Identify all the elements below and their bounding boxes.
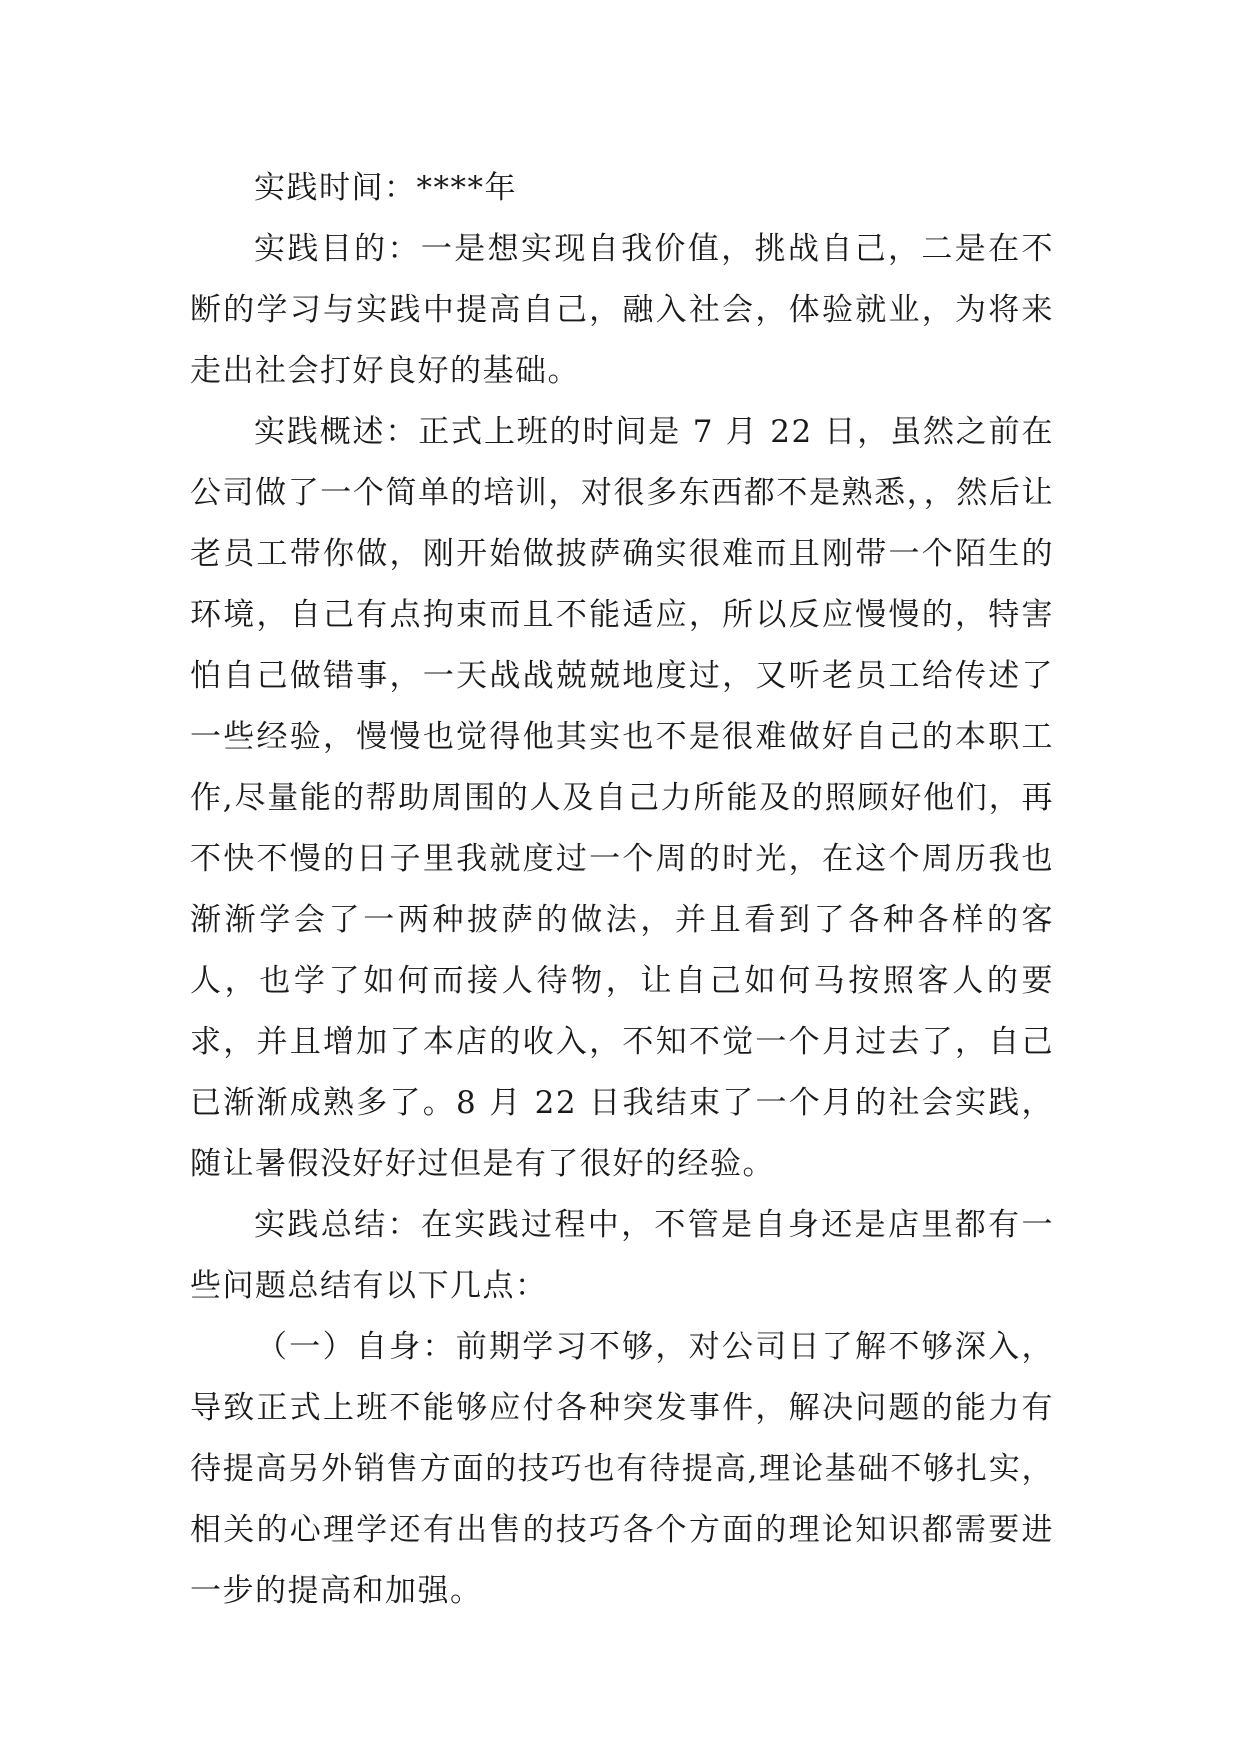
practice-summary-paragraph: 实践总结：在实践过程中，不管是自身还是店里都有一些问题总结有以下几点： [190,1207,1054,1304]
practice-overview-paragraph: 实践概述：正式上班的时间是 7 月 22 日，虽然之前在公司做了一个简单的培训，对很多东西都不是熟悉，，然后让老员工带你做，刚开始做披萨确实很难而且刚带一个陌生的环境，自己有点拘束而且不能适应，所以反应慢慢的，特害怕自己做错事，一天战战兢兢地度过，又听老员工给传述了一些经验，慢慢也觉得他其实也不是很难做好自己的本职工作,尽量能的帮助周围的人及自己力所能及的照顾好他们，再不快不慢的日子里我就度过一个周的时光，在这个周历我也渐渐学会了一两种披萨的做法，并且看到了各种各样的客人，也学了如何而接人待物，让自己如何马按照客人的要求，并且增加了本店的收入，不知不觉一个月过去了，自己已渐渐成熟多了。8 月 22 日我结束了一个月的社会实践，随让暑假没好好过但是有了很好的经验。 [190,414,1054,1182]
self-summary-paragraph: （一）自身：前期学习不够，对公司日了解不够深入，导致正式上班不能够应付各种突发事件，解决问题的能力有待提高另外销售方面的技巧也有待提高,理论基础不够扎实，相关的心理学还有出售的技巧各个方面的理论知识都需要进一步的提高和加强。 [190,1329,1054,1609]
practice-time-paragraph: 实践时间：****年 [254,170,517,206]
document-page [190,158,1054,1622]
practice-purpose-paragraph: 实践目的：一是想实现自我价值，挑战自己，二是在不断的学习与实践中提高自己，融入社会，体验就业，为将来走出社会打好良好的基础。 [190,231,1054,389]
